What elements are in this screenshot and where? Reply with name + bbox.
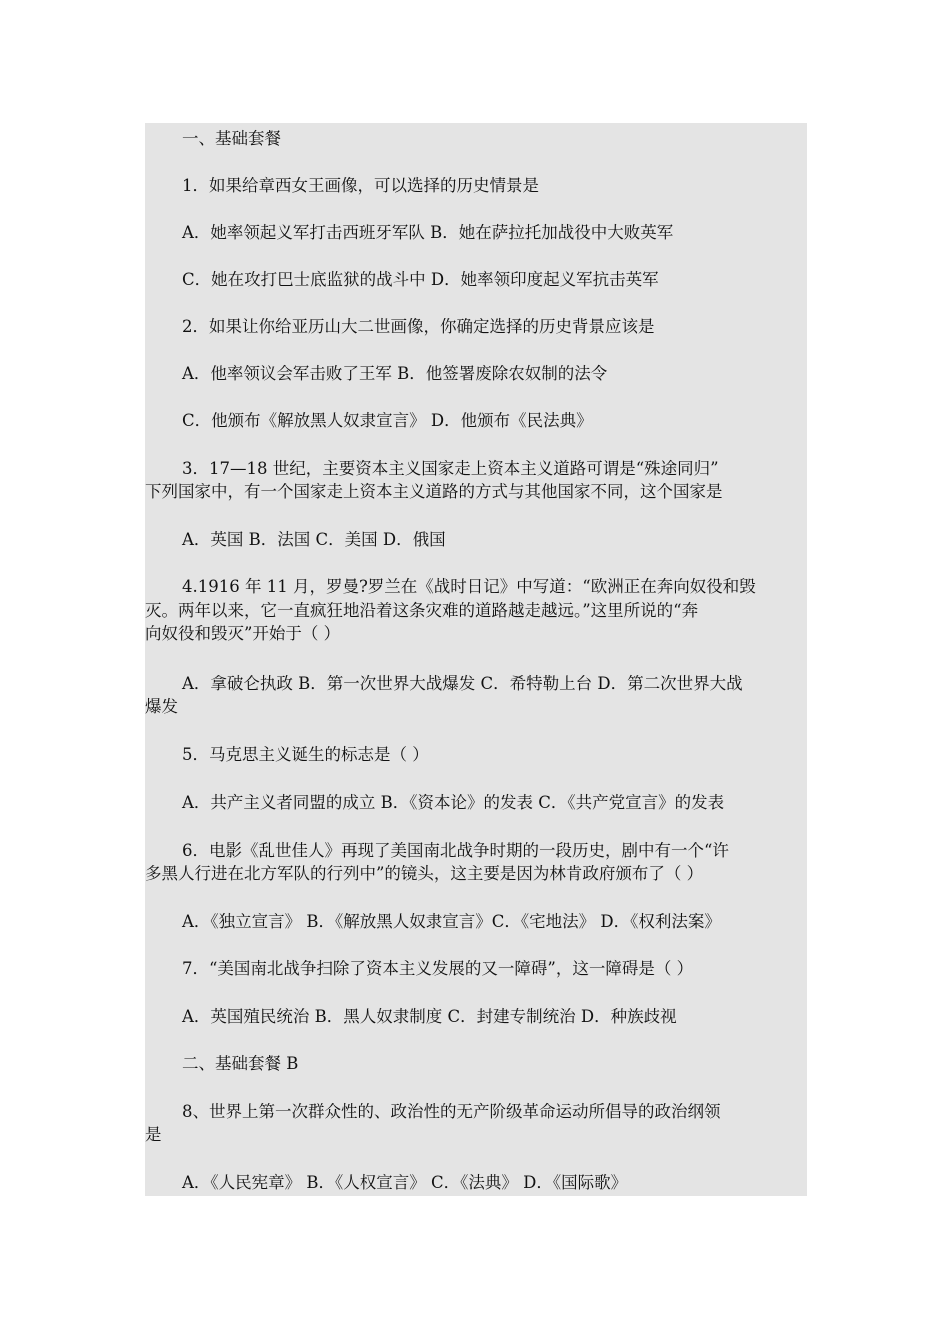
question-8-stem-line-1: 8、世界上第一次群众性的、政治性的无产阶级革命运动所倡导的政治纲领 (182, 1102, 721, 1121)
question-3-stem-line-1: 3．17—18 世纪，主要资本主义国家走上资本主义道路可谓是“殊途同归” (182, 459, 719, 478)
question-4-stem-line-3: 向奴役和毁灭”开始于（ ） (145, 624, 341, 643)
question-4-stem-line-1: 4.1916 年 11 月，罗曼?罗兰在《战时日记》中写道：“欧洲正在奔向奴役和毁 (182, 577, 756, 596)
question-3-stem-line-2: 下列国家中，有一个国家走上资本主义道路的方式与其他国家不同，这个国家是 (145, 482, 723, 501)
question-1-options-ab: A．她率领起义军打击西班牙军队 B．她在萨拉托加战役中大败英军 (182, 223, 674, 242)
question-8-stem-line-2: 是 (145, 1125, 162, 1144)
question-2-stem: 2．如果让你给亚历山大二世画像，你确定选择的历史背景应该是 (182, 317, 655, 336)
question-4-options-line-1: A．拿破仑执政 B．第一次世界大战爆发 C．希特勒上台 D．第二次世界大战 (182, 674, 743, 693)
question-1-options-cd: C．她在攻打巴士底监狱的战斗中 D．她率领印度起义军抗击英军 (182, 270, 659, 289)
question-5-stem: 5．马克思主义诞生的标志是（ ） (182, 745, 429, 764)
question-4-options-line-2: 爆发 (145, 697, 178, 716)
question-6-options: A．《独立宣言》 B．《解放黑人奴隶宣言》C．《宅地法》 D．《权利法案》 (182, 912, 721, 931)
question-4-stem-line-2: 灭。两年以来，它一直疯狂地沿着这条灾难的道路越走越远。”这里所说的“奔 (145, 601, 699, 620)
question-2-options-cd: C．他颁布《解放黑人奴隶宣言》 D．他颁布《民法典》 (182, 411, 593, 430)
question-7-stem: 7．“美国南北战争扫除了资本主义发展的又一障碍”，这一障碍是（ ） (182, 959, 694, 978)
question-3-options: A．英国 B．法国 C．美国 D．俄国 (182, 530, 446, 549)
section-1-title: 一、基础套餐 (182, 129, 281, 148)
question-8-options: A．《人民宪章》 B．《人权宣言》 C．《法典》 D．《国际歌》 (182, 1173, 628, 1192)
section-2-title: 二、基础套餐 B (182, 1054, 299, 1073)
question-6-stem-line-2: 多黑人行进在北方军队的行列中”的镜头，这主要是因为林肯政府颁布了（ ） (145, 864, 704, 883)
document-content-block (145, 123, 807, 1196)
question-5-options: A．共产主义者同盟的成立 B．《资本论》的发表 C．《共产党宣言》的发表 (182, 793, 725, 812)
question-1-stem: 1．如果给章西女王画像，可以选择的历史情景是 (182, 176, 539, 195)
question-7-options: A．英国殖民统治 B．黑人奴隶制度 C．封建专制统治 D．种族歧视 (182, 1007, 677, 1026)
question-2-options-ab: A．他率领议会军击败了王军 B．他签署废除农奴制的法令 (182, 364, 608, 383)
question-6-stem-line-1: 6．电影《乱世佳人》再现了美国南北战争时期的一段历史，剧中有一个“许 (182, 841, 729, 860)
